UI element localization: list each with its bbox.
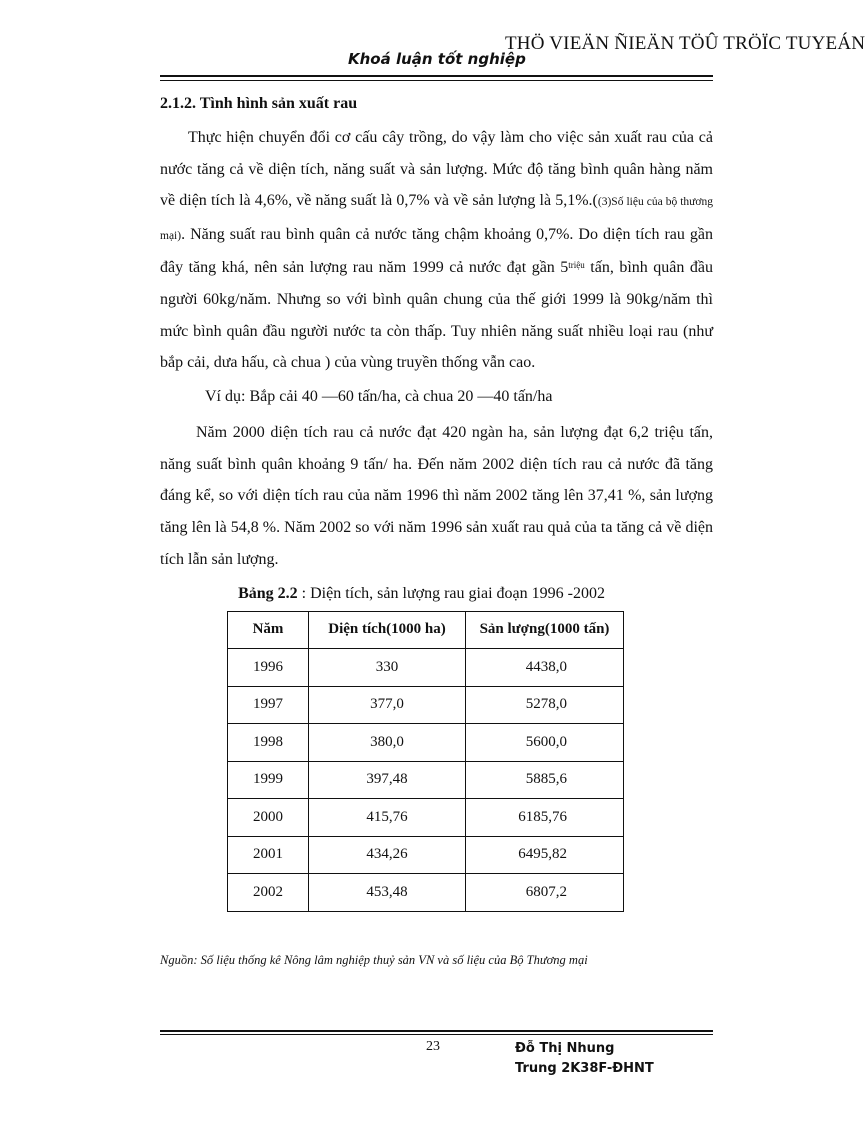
column-header-area: Diện tích(1000 ha): [309, 611, 466, 649]
cell-year: 1998: [228, 724, 309, 762]
data-table: [227, 611, 624, 912]
cell-output: 6495,82: [466, 836, 624, 874]
table-source-note: Nguồn: Số liệu thống kê Nông lâm nghiệp thuỷ sản VN và số liệu của Bộ Thương mại: [160, 953, 588, 967]
cell-output: 5600,0: [466, 724, 624, 762]
table-row: [228, 799, 624, 837]
cell-area: 434,26: [309, 836, 466, 874]
page-number: 23: [426, 1039, 440, 1054]
author-class: Trung 2K38F-ĐHNT: [515, 1061, 654, 1076]
paragraph-1-text-c: tấn, bình quân đầu người 60kg/năm. Nhưng so với bình quân chung của thế giới 1999 là 90kg/năm thì mức bình quân đầu người nước ta còn thấp. Tuy nhiên năng suất nhiều loại rau (như bắp cải, dưa hấu, cà chua ) của vùng truyền thống vẫn cao.: [160, 259, 713, 372]
cell-output: 6185,76: [466, 799, 624, 837]
library-watermark: THÖ VIEÄN ÑIEÄN TÖÛ TRÖÏC TUYEÁN: [505, 33, 865, 54]
header-title: Khoá luận tốt nghiệp: [348, 50, 526, 68]
cell-year: 1996: [228, 649, 309, 687]
cell-area: 397,48: [309, 761, 466, 799]
cell-output: 6807,2: [466, 874, 624, 912]
footer-author: [515, 1039, 654, 1079]
cell-year: 2000: [228, 799, 309, 837]
column-header-output: Sản lượng(1000 tấn): [466, 611, 624, 649]
cell-area: 380,0: [309, 724, 466, 762]
cell-year: 1997: [228, 686, 309, 724]
cell-area: 377,0: [309, 686, 466, 724]
paragraph-1-text-b: . Năng suất rau bình quân cả nước tăng chậm khoảng 0,7%. Do diện tích rau gần đây tăng khá, nên sản lượng rau năm 1999 cả nước đạt gần 5: [160, 225, 713, 277]
table-caption-label: Bảng 2.2: [238, 584, 298, 602]
paragraph-2: Năm 2000 diện tích rau cả nước đạt 420 ngàn ha, sản lượng đạt 6,2 triệu tấn, năng suất bình quân khoảng 9 tấn/ ha. Đến năm 2002 diện tích rau cả nước đã tăng đáng kể, so với diện tích rau của năm 1996 thì năm 2002 tăng lên 37,41 %, sản lượng tăng lên là 54,8 %. Năm 2002 so với năm 1996 sản xuất rau quả của ta tăng cả về diện tích lẫn sản lượng.: [160, 423, 713, 568]
cell-output: 4438,0: [466, 649, 624, 687]
table-row: [228, 874, 624, 912]
table-header-row: [228, 611, 624, 649]
example-line: Ví dụ: Bắp cải 40 —60 tấn/ha, cà chua 20 —40 tấn/ha: [205, 387, 553, 405]
table-caption-text: : Diện tích, sản lượng rau giai đoạn 1996 -2002: [297, 584, 605, 602]
cell-area: 330: [309, 649, 466, 687]
table-row: [228, 724, 624, 762]
table-row: [228, 649, 624, 687]
author-name: Đỗ Thị Nhung: [515, 1041, 615, 1056]
paragraph-1: [160, 122, 713, 379]
cell-year: 2001: [228, 836, 309, 874]
table-row: [228, 836, 624, 874]
header-rule: [160, 75, 713, 77]
cell-output: 5278,0: [466, 686, 624, 724]
reference-note: (3)Số liệu của bộ thương mại): [160, 196, 713, 242]
column-header-year: Năm: [228, 611, 309, 649]
section-heading: 2.1.2. Tình hình sản xuất rau: [160, 95, 358, 112]
footer-rule-thin: [160, 1034, 713, 1035]
table-row: [228, 686, 624, 724]
cell-area: 453,48: [309, 874, 466, 912]
cell-output: 5885,6: [466, 761, 624, 799]
footer-rule: [160, 1030, 713, 1032]
paragraph-1-text-a: Thực hiện chuyển đổi cơ cấu cây trồng, do vậy làm cho việc sản xuất rau của cả nước tăng cả về diện tích, năng suất và sản lượng. Mức độ tăng bình quân hàng năm về diện tích là 4,6%, về năng suất là 0,7% và về sản lượng là 5,1%.(: [160, 129, 713, 210]
cell-year: 2002: [228, 874, 309, 912]
page-body: [160, 92, 713, 912]
header-rule-thin: [160, 80, 713, 81]
cell-year: 1999: [228, 761, 309, 799]
superscript-note: triệu: [568, 260, 585, 271]
table-caption: [160, 583, 713, 605]
table-row: [228, 761, 624, 799]
cell-area: 415,76: [309, 799, 466, 837]
